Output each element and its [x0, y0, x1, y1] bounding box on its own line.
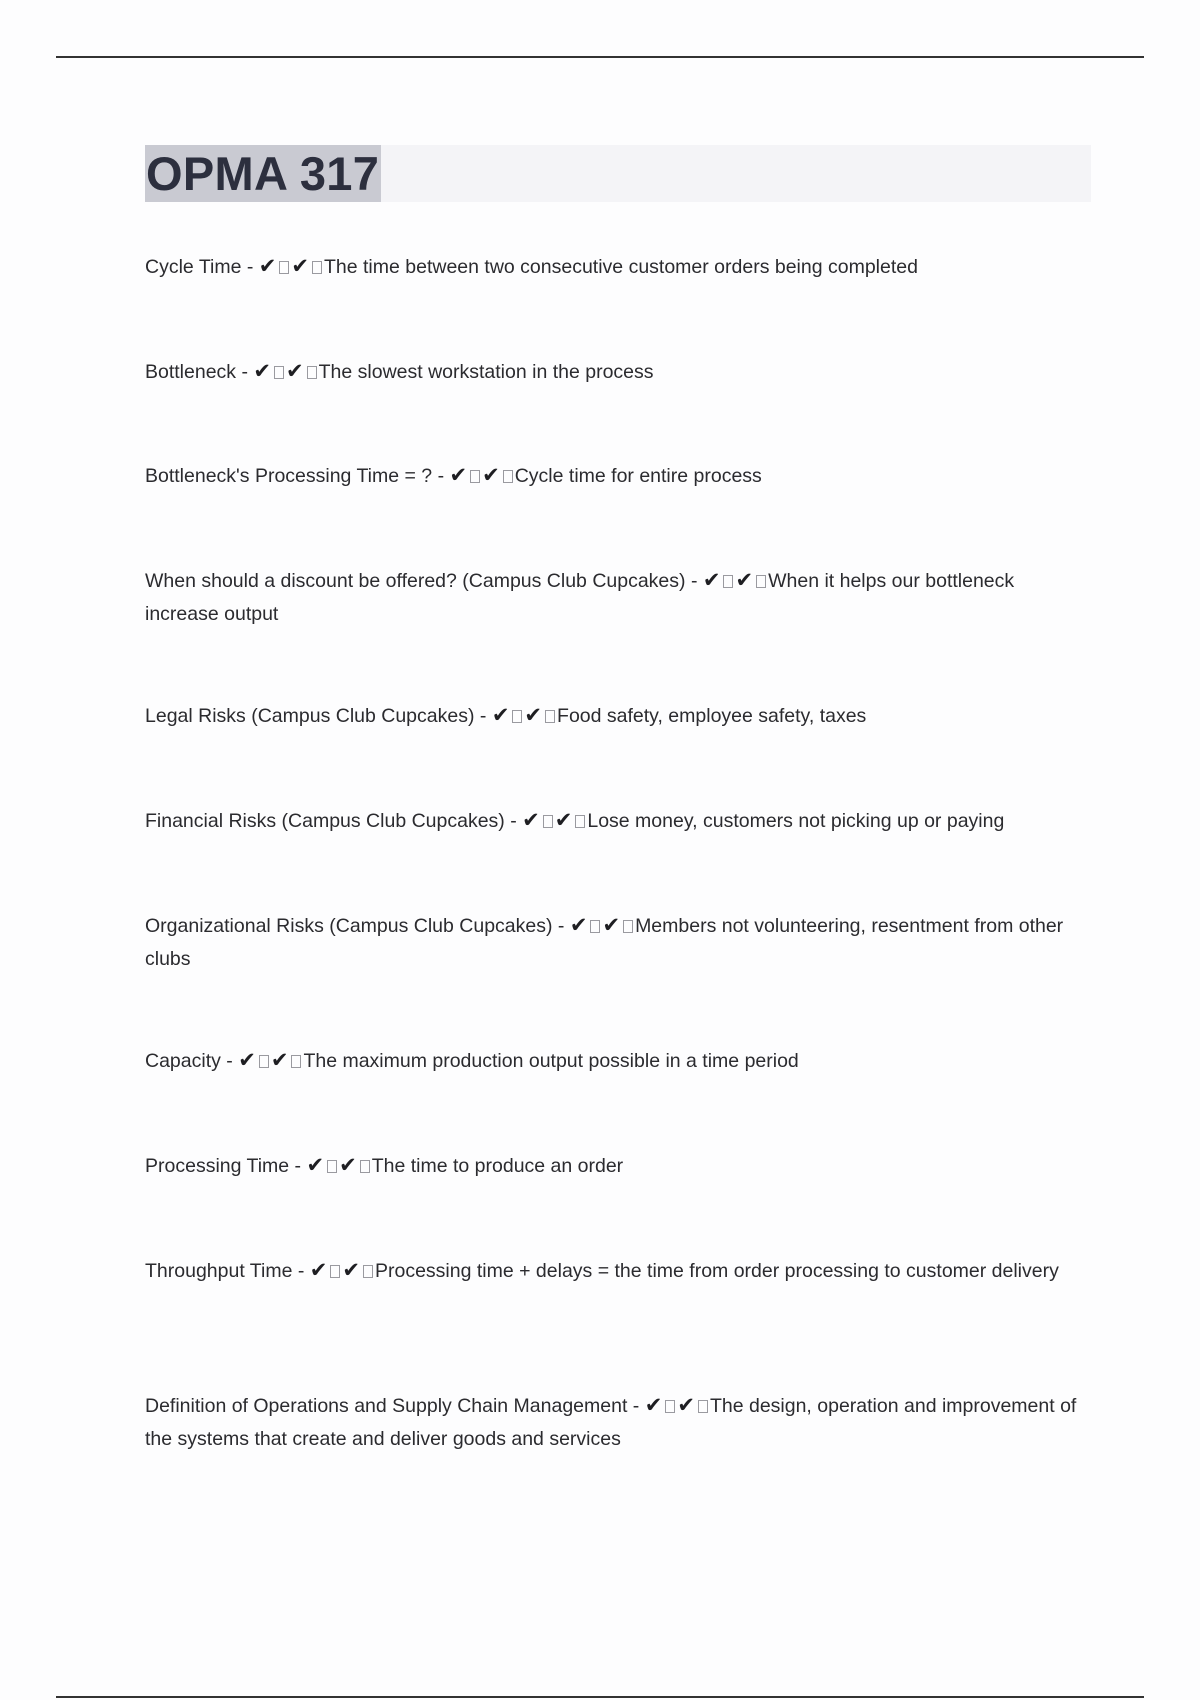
term-separator: - [627, 1395, 645, 1417]
flashcard-entry [145, 1044, 1080, 1078]
check-mark-icon: ✔ [482, 464, 500, 487]
term-separator: - [289, 1155, 307, 1177]
check-mark-icon: ✔ [569, 914, 588, 937]
empty-box-icon [590, 920, 600, 933]
empty-box-icon [623, 920, 633, 933]
check-mark-icon: ✔ [258, 255, 277, 278]
check-mark-icon: ✔ [309, 1259, 328, 1282]
flashcard-entry [145, 1254, 1080, 1288]
check-mark-icon: ✔ [270, 1049, 289, 1072]
flashcard-term: Throughput Time [145, 1260, 293, 1282]
empty-box-icon [291, 1055, 301, 1068]
flashcard-term: Organizational Risks (Campus Club Cupcakes) [145, 915, 553, 937]
term-separator: - [685, 570, 703, 592]
flashcard-definition: Food safety, employee safety, taxes [557, 705, 867, 727]
term-separator: - [474, 705, 492, 727]
term-separator: - [552, 915, 570, 937]
term-separator: - [236, 361, 254, 383]
empty-box-icon [665, 1400, 675, 1413]
flashcard-term: When should a discount be offered? (Campus Club Cupcakes) [145, 570, 686, 592]
term-separator: - [432, 465, 450, 487]
check-mark-icon: ✔ [306, 1154, 325, 1177]
flashcard-definition: The maximum production output possible in a time period [303, 1050, 799, 1072]
term-separator: - [292, 1260, 310, 1282]
empty-box-icon [307, 366, 317, 379]
flashcard-definition: The design, operation and improvement of the systems that create and deliver goods and services [145, 1395, 1077, 1450]
flashcard-definition: The time between two consecutive customer orders being completed [324, 256, 918, 278]
check-mark-icon: ✔ [238, 1049, 256, 1072]
term-separator: - [241, 256, 259, 278]
flashcard-entry [145, 1389, 1080, 1456]
empty-box-icon [470, 470, 480, 483]
term-separator: - [220, 1050, 239, 1072]
flashcard-term: Bottleneck [145, 361, 237, 383]
check-mark-icon: ✔ [522, 809, 540, 832]
bottom-rule [56, 1696, 1144, 1698]
term-separator: - [504, 810, 523, 832]
check-mark-icon: ✔ [644, 1394, 663, 1417]
empty-box-icon [259, 1055, 269, 1068]
flashcard-definition: Cycle time for entire process [514, 465, 762, 487]
empty-box-icon [575, 815, 585, 828]
flashcard-definition: Members not volunteering, resentment from other clubs [145, 915, 1064, 970]
flashcard-entry [145, 909, 1080, 976]
page-title: OPMA 317 [146, 147, 380, 200]
empty-box-icon [512, 710, 522, 723]
flashcard-term: Bottleneck's Processing Time = ? [145, 465, 433, 487]
check-mark-icon: ✔ [286, 360, 304, 383]
flashcard-definition: When it helps our bottleneck increase output [145, 570, 1015, 625]
empty-box-icon [363, 1265, 373, 1278]
empty-box-icon [723, 575, 733, 588]
flashcard-entry [145, 1149, 1080, 1183]
flashcard-entry [145, 459, 1080, 493]
empty-box-icon [279, 261, 289, 274]
flashcard-entry [145, 804, 1080, 838]
empty-box-icon [360, 1160, 370, 1173]
flashcard-term: Cycle Time [145, 256, 242, 278]
flashcard-entry [145, 355, 1080, 389]
empty-box-icon [274, 366, 284, 379]
check-mark-icon: ✔ [524, 704, 543, 727]
check-mark-icon: ✔ [702, 569, 721, 592]
empty-box-icon [756, 575, 766, 588]
flashcard-entry [145, 699, 1080, 733]
check-mark-icon: ✔ [735, 569, 754, 592]
flashcard-term: Processing Time [145, 1155, 290, 1177]
check-mark-icon: ✔ [342, 1259, 360, 1282]
check-mark-icon: ✔ [677, 1394, 695, 1417]
check-mark-icon: ✔ [339, 1154, 357, 1177]
flashcard-term: Definition of Operations and Supply Chain Management [145, 1395, 628, 1417]
empty-box-icon [327, 1160, 337, 1173]
flashcard-term: Capacity [145, 1050, 221, 1072]
empty-box-icon [312, 261, 322, 274]
check-mark-icon: ✔ [554, 809, 573, 832]
empty-box-icon [543, 815, 553, 828]
empty-box-icon [698, 1400, 708, 1413]
flashcard-entry [145, 564, 1080, 631]
flashcard-term: Financial Risks (Campus Club Cupcakes) [145, 810, 505, 832]
flashcard-definition: The time to produce an order [371, 1155, 624, 1177]
top-rule [56, 56, 1144, 58]
empty-box-icon [330, 1265, 340, 1278]
check-mark-icon: ✔ [491, 704, 510, 727]
empty-box-icon [503, 470, 513, 483]
empty-box-icon [545, 710, 555, 723]
check-mark-icon: ✔ [449, 464, 468, 487]
check-mark-icon: ✔ [602, 914, 621, 937]
flashcard-definition: The slowest workstation in the process [318, 361, 654, 383]
flashcard-definition: Lose money, customers not picking up or paying [587, 810, 1005, 832]
flashcard-entry [145, 250, 1080, 284]
check-mark-icon: ✔ [253, 360, 272, 383]
flashcard-term: Legal Risks (Campus Club Cupcakes) [145, 705, 475, 727]
check-mark-icon: ✔ [291, 255, 309, 278]
flashcard-definition: Processing time + delays = the time from order processing to customer delivery [374, 1260, 1059, 1282]
